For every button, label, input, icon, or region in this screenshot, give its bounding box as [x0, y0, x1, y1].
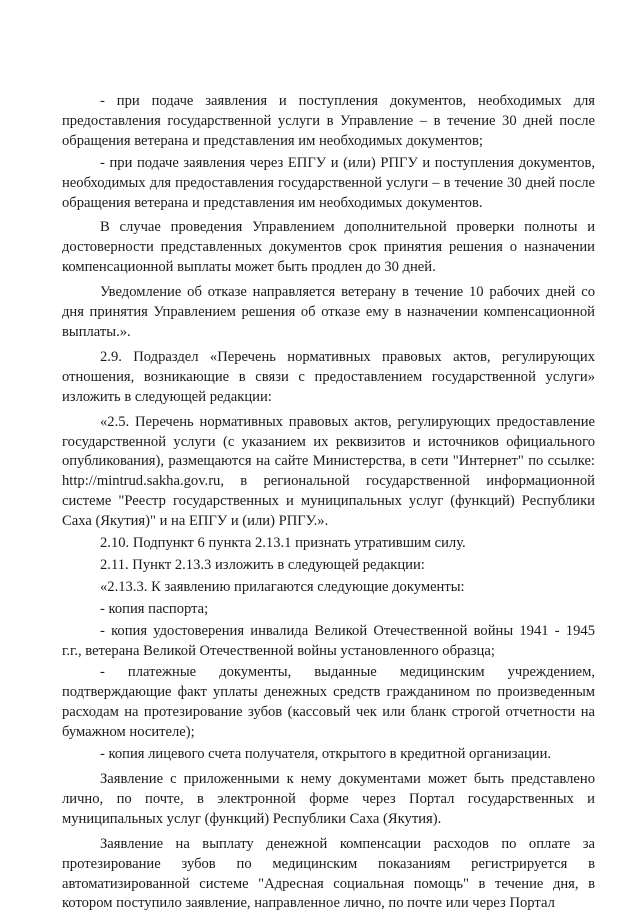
paragraph: «2.5. Перечень нормативных правовых актов, регулирующих предоставление государственной услуги (с указанием их реквизитов и источников официального опубликования), размещаются на сайте Министерства, в сети "Интернет" по ссылке: http://mintrud.sakha.gov.ru, в региональной государственной информационной системе "Реестр государственных и муниципальных услуг (функций) Республики Саха (Якутия)" и на ЕПГУ и (или) РПГУ.».: [62, 413, 595, 530]
paragraph: - платежные документы, выданные медицинским учреждением, подтверждающие факт уплаты денежных средств гражданином по произведенным расходам на протезирование зубов (кассовый чек или бланк строгой отчетности на бумажном носителе);: [62, 664, 595, 741]
paragraph: - при подаче заявления и поступления документов, необходимых для предоставления государственной услуги в Управление – в течение 30 дней после обращения ветерана и представления им необходимых документов;: [62, 93, 595, 149]
paragraph: 2.10. Подпункт 6 пункта 2.13.1 признать утратившим силу.: [100, 535, 466, 552]
paragraph: - при подаче заявления через ЕПГУ и (или) РПГУ и поступления документов, необходимых для предоставления государственной услуги – в течение 30 дней после обращения ветерана и представления им необходимых документов.: [62, 154, 595, 211]
paragraph: - копия удостоверения инвалида Великой Отечественной войны 1941 - 1945 г.г., ветерана Великой Отечественной войны установленного образца;: [62, 622, 595, 659]
paragraph: - копия паспорта;: [100, 600, 209, 617]
paragraph: 2.9. Подраздел «Перечень нормативных правовых актов, регулирующих отношения, возникающие в связи с предоставлением государственной услуги» изложить в следующей редакции:: [62, 348, 595, 405]
paragraph: - копия лицевого счета получателя, открытого в кредитной организации.: [100, 746, 552, 763]
document-page: [62, 92, 595, 916]
paragraph: 2.11. Пункт 2.13.3 изложить в следующей редакции:: [100, 556, 425, 573]
paragraph: Заявление на выплату денежной компенсации расходов по оплате за протезирование зубов по медицинским показаниям регистрируется в автоматизированной системе "Адресная социальная помощь" в течение дня, в котором поступило заявление, направленное лично, по почте или через Портал: [62, 835, 595, 912]
paragraph: Заявление с приложенными к нему документами может быть представлено лично, по почте, в электронной форме через Портал государственных и муниципальных услуг (функций) Республики Саха (Якутия).: [62, 771, 595, 827]
paragraph: В случае проведения Управлением дополнительной проверки полноты и достоверности представленных документов срок принятия решения о назначении компенсационной выплаты может быть продлен до 30 дней.: [62, 219, 595, 276]
paragraph: Уведомление об отказе направляется ветерану в течение 10 рабочих дней со дня принятия Управлением решения об отказе ему в назначении компенсационной выплаты.».: [62, 284, 595, 340]
paragraph: «2.13.3. К заявлению прилагаются следующие документы:: [100, 578, 465, 595]
